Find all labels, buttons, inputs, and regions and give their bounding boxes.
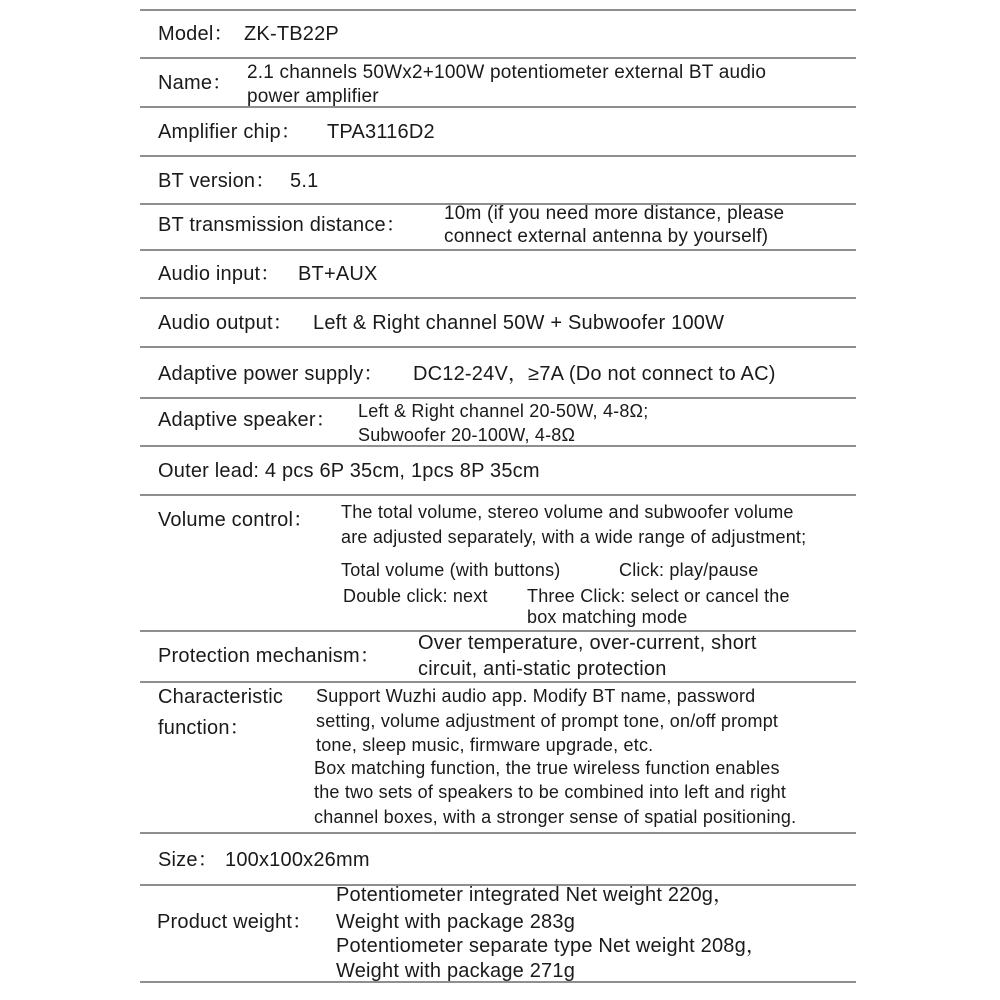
power-supply-value: DC12-24V，≥7A (Do not connect to AC)	[413, 363, 776, 385]
divider	[140, 346, 856, 348]
volume-label: Volume control：	[158, 509, 314, 531]
chip-value: TPA3116D2	[327, 121, 435, 143]
weight-line: Weight with package 271g	[336, 960, 576, 982]
outer-lead-text: Outer lead: 4 pcs 6P 35cm, 1pcs 8P 35cm	[158, 460, 540, 482]
divider	[140, 297, 856, 299]
speaker-label: Adaptive speaker：	[158, 409, 336, 431]
characteristic-line: the two sets of speakers to be combined into left and right	[314, 782, 787, 802]
volume-line: are adjusted separately, with a wide range of adjustment;	[341, 527, 807, 547]
characteristic-line: channel boxes, with a stronger sense of spatial positioning.	[314, 807, 797, 827]
size-label: Size：	[158, 849, 218, 871]
volume-total: Total volume (with buttons)	[341, 560, 561, 580]
volume-line: The total volume, stereo volume and subwoofer volume	[341, 502, 794, 522]
characteristic-line: setting, volume adjustment of prompt tone, on/off prompt	[316, 711, 779, 731]
power-supply-label: Adaptive power supply：	[158, 363, 384, 385]
weight-label: Product weight：	[157, 911, 313, 933]
audio-input-value: BT+AUX	[298, 263, 378, 285]
characteristic-line: Support Wuzhi audio app. Modify BT name, password	[316, 686, 756, 706]
bt-distance-label: BT transmission distance：	[158, 214, 407, 236]
divider	[140, 155, 856, 157]
model-label: Model：	[158, 23, 234, 45]
divider	[140, 494, 856, 496]
speaker-line: Subwoofer 20-100W, 4-8Ω	[358, 425, 576, 445]
bt-distance-line: connect external antenna by yourself)	[444, 226, 769, 247]
characteristic-line: tone, sleep music, firmware upgrade, etc.	[316, 735, 654, 755]
volume-three-click: Three Click: select or cancel the	[527, 586, 790, 606]
divider	[140, 57, 856, 59]
audio-output-value: Left & Right channel 50W + Subwoofer 100W	[313, 312, 725, 334]
name-label: Name：	[158, 72, 233, 94]
speaker-line: Left & Right channel 20-50W, 4-8Ω;	[358, 401, 649, 421]
volume-three-click: box matching mode	[527, 607, 688, 627]
chip-label: Amplifier chip：	[158, 121, 302, 143]
bt-version-value: 5.1	[290, 170, 319, 192]
audio-output-label: Audio output：	[158, 312, 293, 334]
name-value-line: 2.1 channels 50Wx2+100W potentiometer external BT audio	[247, 62, 767, 83]
protection-label: Protection mechanism：	[158, 645, 381, 667]
weight-line: Weight with package 283g	[336, 911, 576, 933]
name-value-line: power amplifier	[247, 86, 379, 107]
protection-line: circuit, anti-static protection	[418, 658, 667, 680]
protection-line: Over temperature, over-current, short	[418, 632, 757, 654]
divider	[140, 681, 856, 683]
model-value: ZK-TB22P	[244, 23, 339, 45]
weight-line: Potentiometer integrated Net weight 220g，	[336, 884, 734, 906]
divider	[140, 249, 856, 251]
characteristic-label: function：	[158, 717, 250, 739]
divider	[140, 832, 856, 834]
weight-line: Potentiometer separate type Net weight 208g，	[336, 935, 767, 957]
divider	[140, 9, 856, 11]
volume-double-click: Double click: next	[343, 586, 488, 606]
volume-click: Click: play/pause	[619, 560, 759, 580]
audio-input-label: Audio input：	[158, 263, 281, 285]
characteristic-label: Characteristic	[158, 686, 284, 708]
bt-version-label: BT version：	[158, 170, 276, 192]
characteristic-line: Box matching function, the true wireless function enables	[314, 758, 780, 778]
bt-distance-line: 10m (if you need more distance, please	[444, 203, 785, 224]
size-value: 100x100x26mm	[225, 849, 370, 871]
